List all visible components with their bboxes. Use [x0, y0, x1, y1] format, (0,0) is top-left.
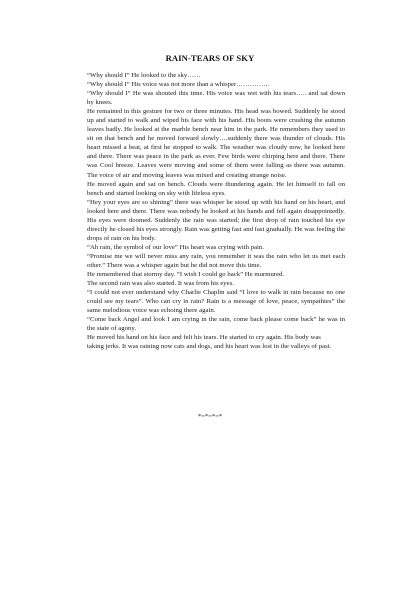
paragraph: “Why should I” He was shouted this time. His voice was wet with his tears….. and sat down by knees.	[87, 90, 345, 107]
paragraph: “Promise me we will never miss any rain, you remember it was the rain who let us met each other.” There was a whisper again but he did not move this time.	[87, 252, 345, 269]
paragraph: “Why should I” He looked to the sky……	[87, 72, 201, 79]
paragraph: taking jerks. It was raining now cats and dogs, and his heart was lost in the valleys of past.	[87, 343, 332, 351]
paragraph: He moved his hand on his face and felt his tears. He started to cry again. His body was	[87, 334, 321, 342]
end-separator: *=*=*=*	[197, 413, 223, 420]
paragraph: He remained in this gesture for two or three minutes. His head was bowed. Suddenly he stood up and started to walk and wiped his face with his hand. His boots were crushing the autumn leaves badly. He looked at the marble bench near him in the park. He remembers they used to sit on that bench and he moved forward slowly….suddenly there was thunder of clouds. His heart missed a beat, at first he stopped to walk. The weather was cloudy now, he looked here and there. There was peace in the park as ever. Few birds were chirping here and there. There was Cool breeze. Leaves were moving and some of them were falling as there was autumn. The voice of air and moving leaves was mixed and creating strange noise.	[87, 108, 345, 179]
paragraph: “Come back Angel and look I am crying in the rain, come back please come back” he was in the state of agony.	[87, 316, 345, 333]
paragraph: “I could not ever understand why Charlie Chaplin said “I love to walk in rain because no one could see my tears”. Who can cry in rain? Rain is a message of love, peace, sympathies” the same melodious voice was echoing there again.	[87, 289, 345, 315]
document-title: RAIN-TEARS OF SKY	[165, 53, 255, 63]
paragraph: “Why should I” His voice was not more than a whisper……………	[87, 81, 270, 89]
paragraph: He remembered that stormy day. “I wish I could go back” He murmured.	[87, 271, 285, 279]
story-body	[87, 71, 345, 351]
paragraph: He moved again and sat on bench. Clouds were thundering again. He let himself to fall on bench and started looking on sky with lifeless eyes.	[87, 180, 345, 197]
paragraph: “Ah rain, the symbol of our love” His heart was crying with pain.	[87, 243, 264, 251]
paragraph: The second rain was also started. It was from his eyes.	[87, 280, 234, 288]
paragraph: “Hey your eyes are so shining” there was whisper he stood up with his hand on his heart, and looked here and there. There was nobody he looked at his hands and fell again disappointedly. His eyes were doomed. Suddenly the rain was started; the first drop of rain touched his eye directly he closed his eyes strongly. Rain was getting fast and fast gradually. He was feeling the drops of rain on his body.	[87, 198, 345, 242]
